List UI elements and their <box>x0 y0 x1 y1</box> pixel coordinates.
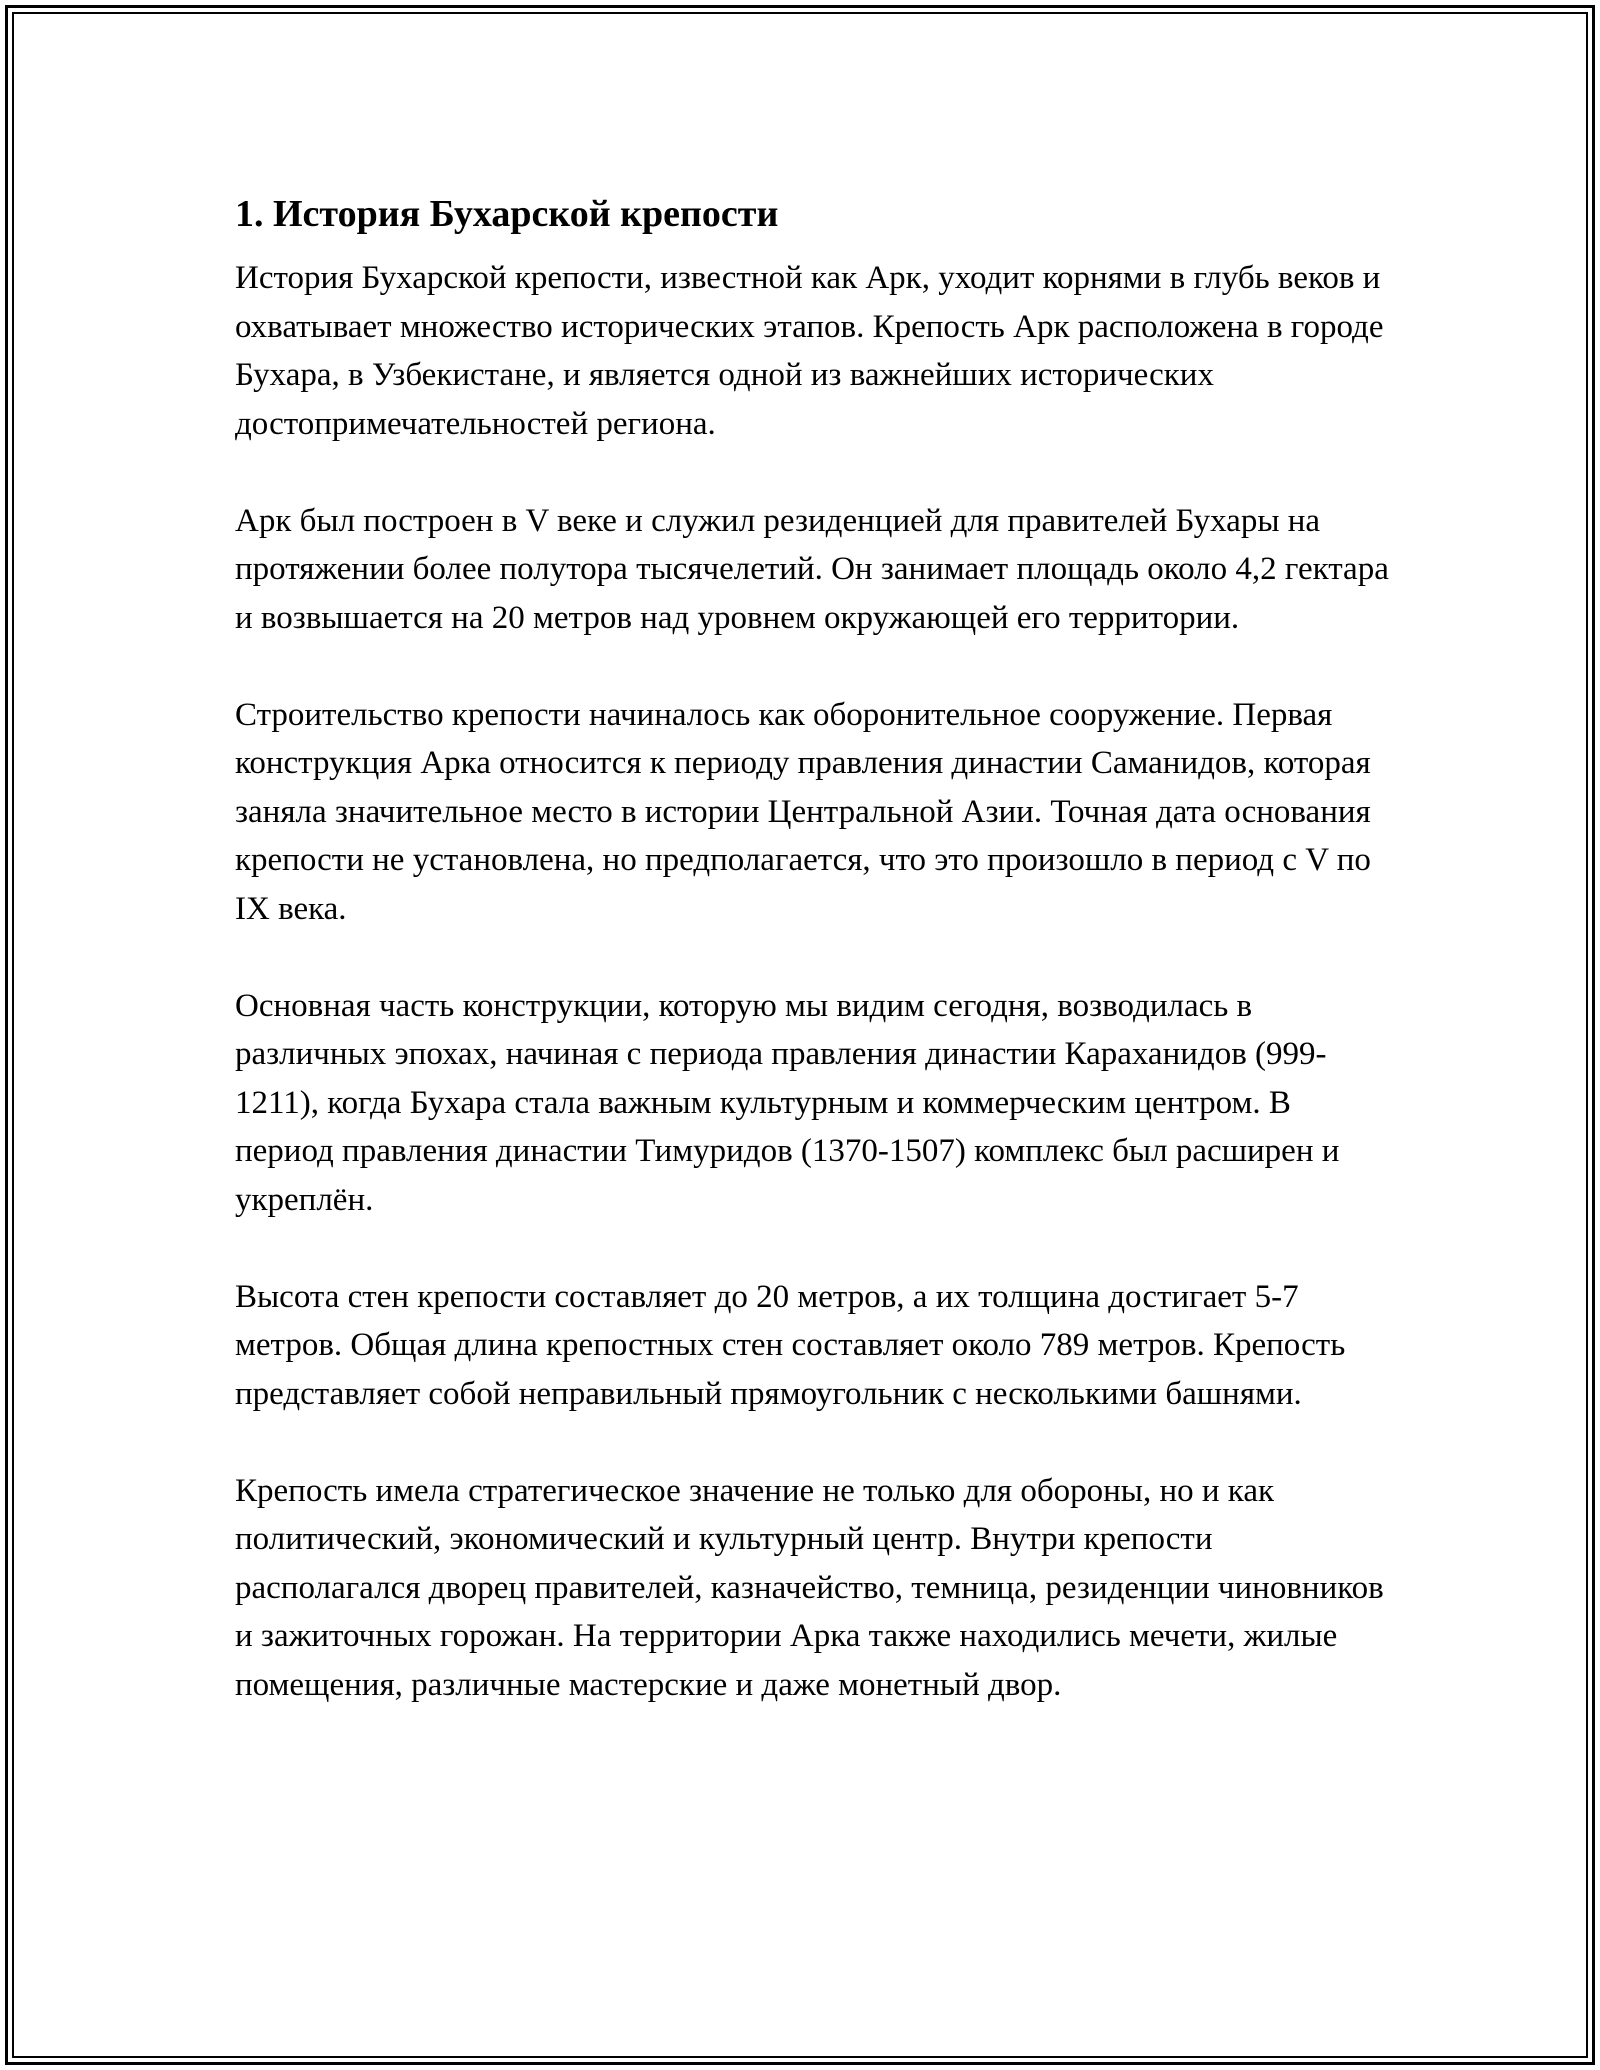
section-heading: 1. История Бухарской крепости <box>235 193 779 235</box>
paragraph-3: Строительство крепости начиналось как оборонительное сооружение. Первая конструкция Арка относится к периоду правления династии Саманидов, которая заняла значительное место в истории Центральной Азии. Точная дата основания крепости не установлена, но предполагается, что это произошло в период с V по IX века. <box>235 696 1371 927</box>
paragraph-1: История Бухарской крепости, известной как Арк, уходит корнями в глубь веков и охватывает множество исторических этапов. Крепость Арк расположена в городе Бухара, в Узбекистане, и является одной из важнейших исторических достопримечательностей региона. <box>235 260 1384 442</box>
paragraph-6: Крепость имела стратегическое значение не только для обороны, но и как политический, экономический и культурный центр. Внутри крепости располагался дворец правителей, казначейство, темница, резиденции чиновников и зажиточных горожан. На территории Арка также находились мечети, жилые помещения, различные мастерские и даже монетный двор. <box>235 1472 1384 1703</box>
paragraph-2: Арк был построен в V веке и служил резиденцией для правителей Бухары на протяжении более полутора тысячелетий. Он занимает площадь около 4,2 гектара и возвышается на 20 метров над уровнем окружающей его территории. <box>235 502 1389 636</box>
paragraph-4: Основная часть конструкции, которую мы видим сегодня, возводилась в различных эпохах, начиная с периода правления династии Караханидов (999-1211), когда Бухара стала важным культурным и коммерческим центром. В период правления династии Тимуридов (1370-1507) комплекс был расширен и укреплён. <box>235 987 1340 1218</box>
document-body <box>235 188 1395 1709</box>
paragraph-5: Высота стен крепости составляет до 20 метров, а их толщина достигает 5-7 метров. Общая длина крепостных стен составляет около 789 метров. Крепость представляет собой неправильный прямоугольник с несколькими башнями. <box>235 1278 1346 1412</box>
